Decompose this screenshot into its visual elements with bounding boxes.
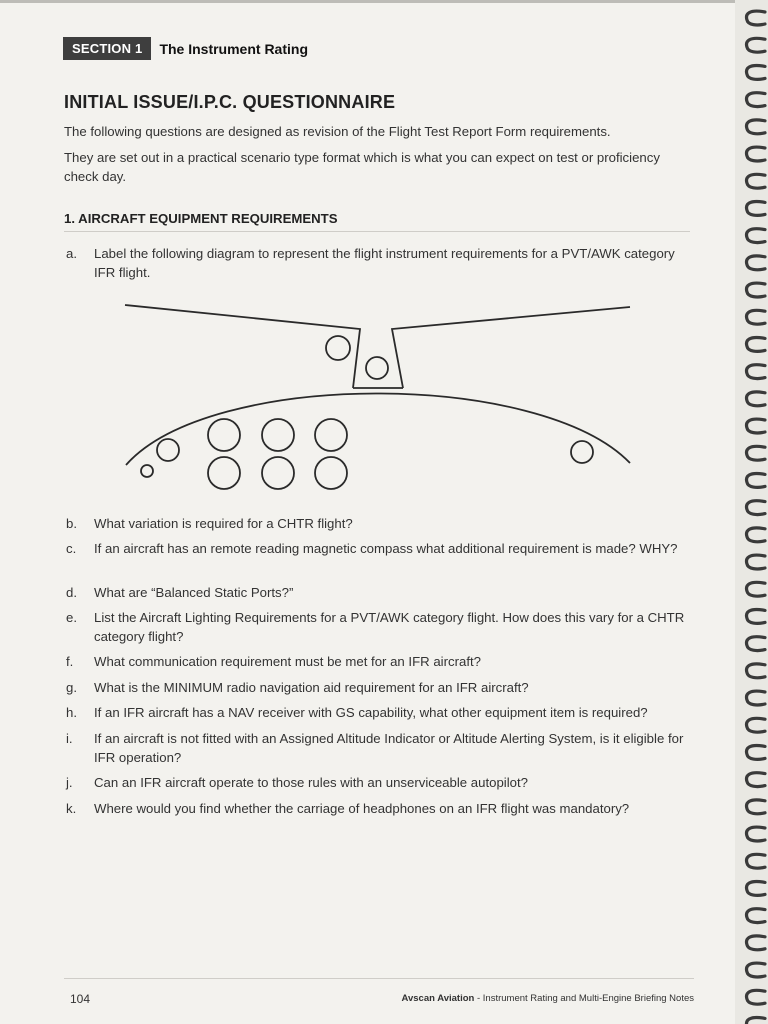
question-letter: i. xyxy=(66,731,73,746)
compass-circle xyxy=(326,336,350,360)
footer-separator: - xyxy=(474,993,483,1004)
small-instrument-right xyxy=(571,441,593,463)
question-letter: b. xyxy=(66,516,77,531)
question-text: Where would you find whether the carriage of headphones on an IFR flight was mandatory? xyxy=(94,801,630,816)
footer-publisher: Avscan Aviation xyxy=(401,993,475,1004)
spiral-binding xyxy=(735,0,768,1024)
instrument-circle xyxy=(315,419,347,451)
question-text: What communication requirement must be met for an IFR aircraft? xyxy=(94,654,481,669)
question-e xyxy=(66,609,691,646)
instrument-panel-diagram xyxy=(120,295,640,495)
question-text: Label the following diagram to represent the flight instrument requirements for a PVT/AWK category IFR flight. xyxy=(94,246,675,280)
question-letter: a. xyxy=(66,246,77,261)
question-text: If an aircraft is not fitted with an Assigned Altitude Indicator or Altitude Alerting System, is it eligible for IFR operation? xyxy=(94,731,684,765)
question-text: What is the MINIMUM radio navigation aid requirement for an IFR aircraft? xyxy=(94,680,529,695)
instrument-circle xyxy=(208,419,240,451)
question-h xyxy=(66,704,691,723)
question-letter: c. xyxy=(66,541,77,556)
page-top-edge xyxy=(0,0,735,3)
question-letter: g. xyxy=(66,680,77,695)
section-badge: SECTION 1 xyxy=(63,37,151,60)
question-letter: h. xyxy=(66,705,77,720)
question-g xyxy=(66,679,691,698)
windscreen-frame-left xyxy=(125,305,360,388)
question-c xyxy=(66,540,691,559)
question-f xyxy=(66,653,691,672)
question-a xyxy=(66,245,691,282)
clock-circle xyxy=(366,357,388,379)
instrument-circle xyxy=(208,457,240,489)
instrument-circle xyxy=(262,419,294,451)
section-name: The Instrument Rating xyxy=(159,40,308,57)
instrument-circle xyxy=(315,457,347,489)
question-letter: k. xyxy=(66,801,77,816)
footer-book-title: Instrument Rating and Multi-Engine Briefing Notes xyxy=(482,993,694,1004)
intro-paragraph: The following questions are designed as revision of the Flight Test Report Form requirements. xyxy=(64,124,611,139)
question-d xyxy=(66,584,691,603)
question-text: If an aircraft has an remote reading magnetic compass what additional requirement is made? WHY? xyxy=(94,541,678,556)
section-subheading: 1. AIRCRAFT EQUIPMENT REQUIREMENTS xyxy=(64,211,690,232)
section-header xyxy=(63,37,308,60)
windscreen-frame-right xyxy=(392,307,630,388)
question-text: If an IFR aircraft has a NAV receiver with GS capability, what other equipment item is required? xyxy=(94,705,648,720)
small-instrument-left xyxy=(157,439,179,461)
question-letter: f. xyxy=(66,654,74,669)
footer-divider xyxy=(64,978,694,979)
question-text: What are “Balanced Static Ports?” xyxy=(94,585,294,600)
question-text: Can an IFR aircraft operate to those rules with an unserviceable autopilot? xyxy=(94,775,528,790)
question-letter: e. xyxy=(66,610,77,625)
question-k xyxy=(66,800,691,819)
intro-paragraph: They are set out in a practical scenario type format which is what you can expect on test or proficiency check day. xyxy=(64,150,660,184)
footer-text xyxy=(401,993,694,1004)
question-letter: j. xyxy=(66,775,73,790)
question-b xyxy=(66,515,691,534)
question-text: List the Aircraft Lighting Requirements for a PVT/AWK category flight. How does this vary for a CHTR category flight? xyxy=(94,610,685,644)
question-j xyxy=(66,774,691,793)
question-i xyxy=(66,730,691,767)
question-text: What variation is required for a CHTR flight? xyxy=(94,516,353,531)
question-letter: d. xyxy=(66,585,77,600)
page-number: 104 xyxy=(70,992,91,1006)
tiny-instrument-left xyxy=(141,465,153,477)
instrument-circle xyxy=(262,457,294,489)
glareshield-curve xyxy=(126,393,630,465)
page-title: INITIAL ISSUE/I.P.C. QUESTIONNAIRE xyxy=(64,92,396,112)
